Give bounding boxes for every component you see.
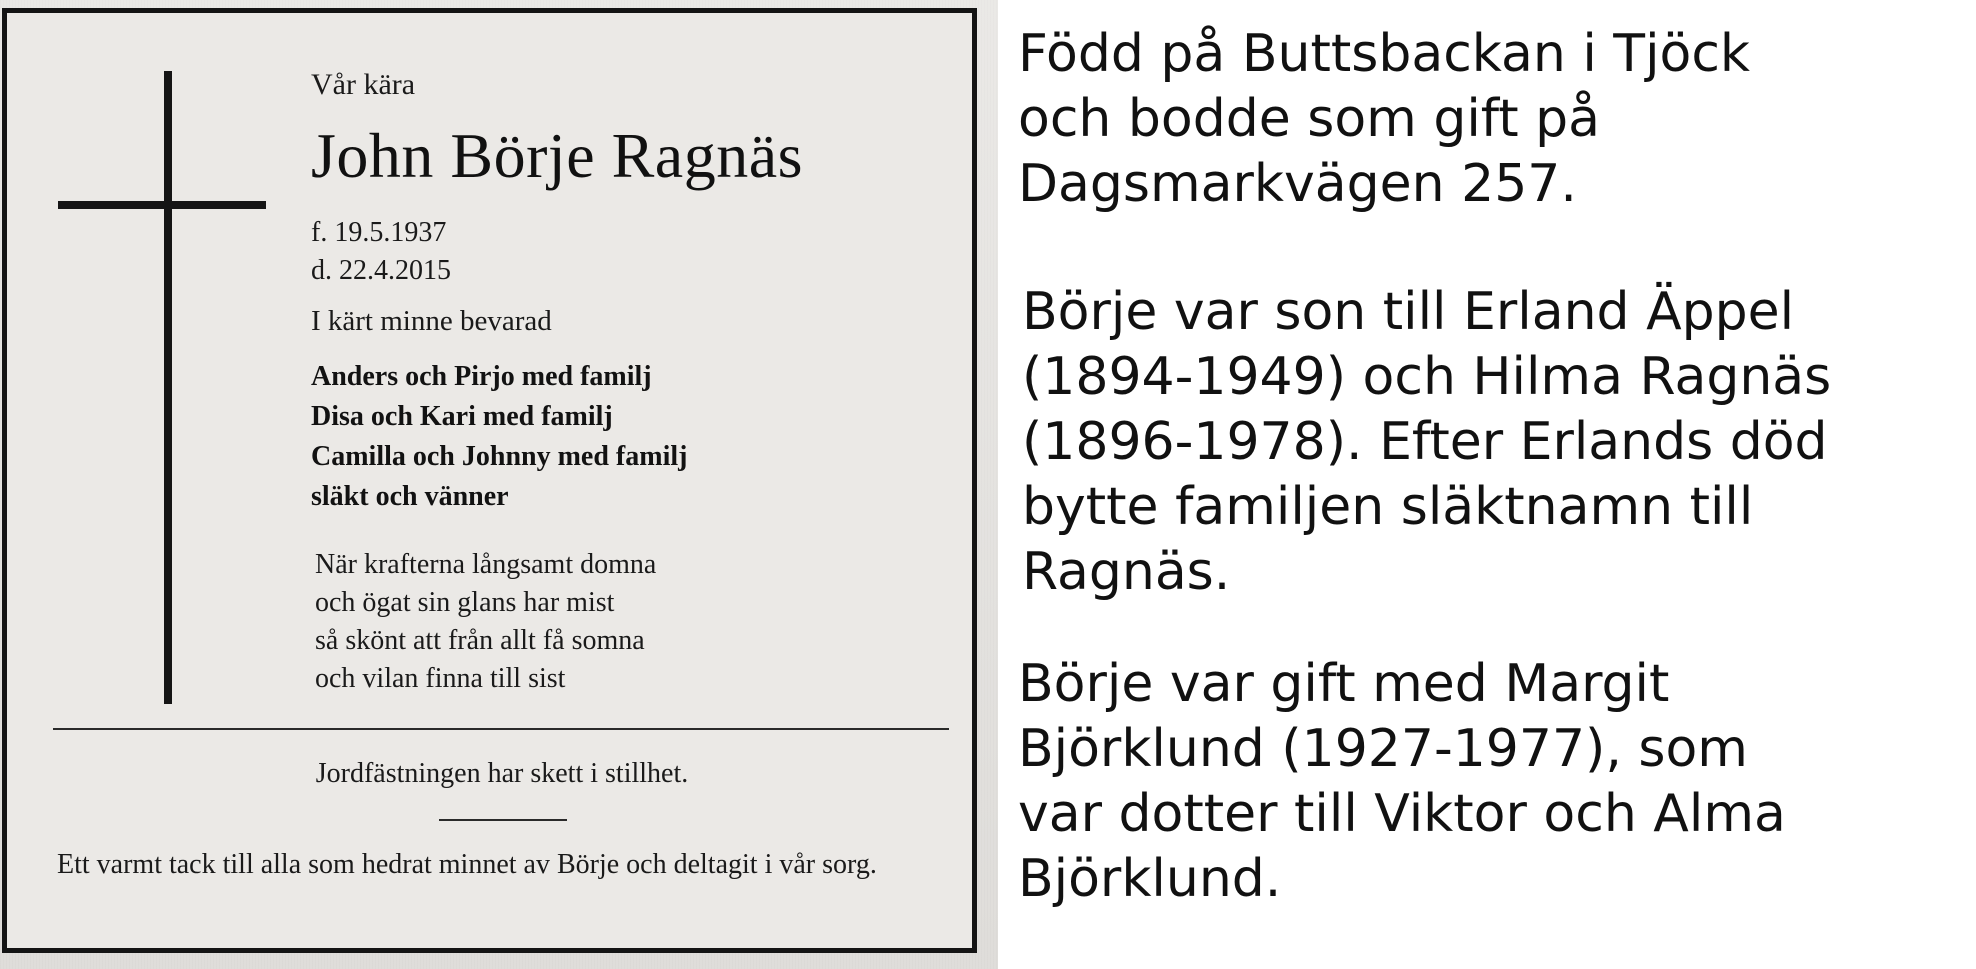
mourner-line: Anders och Pirjo med familj (311, 361, 652, 392)
cross-icon (164, 71, 172, 704)
birth-date: f. 19.5.1937 (311, 217, 447, 248)
mourner-line: Camilla och Johnny med familj (311, 441, 688, 472)
thanks-note: Ett varmt tack till alla som hedrat minnet av Börje och deltagit i vår sorg. (57, 849, 877, 880)
mourner-line: släkt och vänner (311, 481, 509, 512)
cross-icon-beam (58, 201, 266, 209)
burial-note: Jordfästningen har skett i stillhet. (315, 758, 689, 789)
obituary-frame (2, 8, 977, 953)
verse-line: så skönt att från allt få somna (315, 625, 645, 656)
memory-line: I kärt minne bevarad (311, 305, 552, 337)
biography-paragraph: Född på Buttsbackan i Tjöck och bodde som gift på Dagsmarkvägen 257. (1018, 24, 1751, 214)
verse-line: När krafterna långsamt domna (315, 549, 657, 580)
biography-paragraph: Börje var son till Erland Äppel (1894-1949) och Hilma Ragnäs (1896-1978). Efter Erlands död bytte familjen släktnamn till Ragnäs. (1022, 282, 1832, 602)
intro-text: Vår kära (311, 68, 416, 101)
divider-short (439, 819, 567, 821)
deceased-name: John Börje Ragnäs (311, 120, 803, 191)
mourner-line: Disa och Kari med familj (311, 401, 613, 432)
verse-line: och ögat sin glans har mist (315, 587, 615, 618)
divider (53, 728, 949, 730)
verse-line: och vilan finna till sist (315, 663, 566, 694)
biography-paragraph: Börje var gift med Margit Björklund (1927-1977), som var dotter till Viktor och Alma Björklund. (1018, 654, 1786, 909)
death-date: d. 22.4.2015 (311, 255, 451, 286)
